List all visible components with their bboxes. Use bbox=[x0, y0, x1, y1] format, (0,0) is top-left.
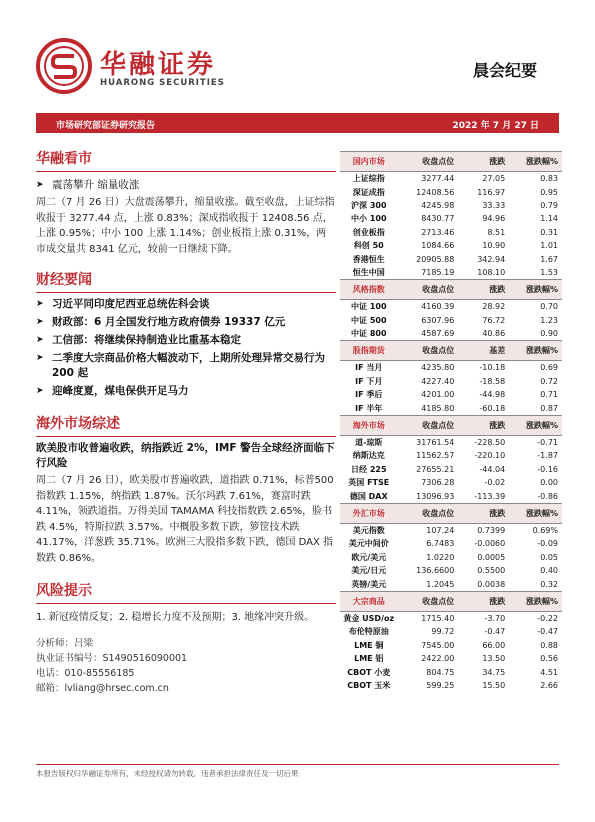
table-cell: 3277.44 bbox=[421, 174, 455, 184]
table-cell: 599.25 bbox=[426, 680, 455, 690]
table-row bbox=[340, 401, 562, 415]
row-label: 英镑/美元 bbox=[351, 579, 387, 589]
table-row bbox=[340, 388, 562, 401]
table-cell: 7545.00 bbox=[421, 640, 455, 650]
news-item: ➤ 财政部：6 月全国发行地方政府债券 19337 亿元 bbox=[36, 316, 286, 328]
row-label: 美元中间价 bbox=[348, 539, 389, 549]
table-cell: 0.90 bbox=[540, 329, 558, 339]
table-cell: 4201.00 bbox=[421, 390, 455, 400]
column-header: 外汇市场 bbox=[340, 503, 398, 523]
table-cell: 6307.96 bbox=[421, 315, 455, 325]
analyst-license: 执业证书编号：S1490516090001 bbox=[36, 652, 188, 664]
overseas-body: 周二（7 月 26 日），欧美股市普遍收跌，道指跌 0.71%，标普500指数跌 1.15%，纳指跌 1.87%。沃尔玛跌 7.61%，赛富时跌 4.11%，领跌道指。万得美国 TAMAMA 科技指数跌 2.65%，脸书跌 4.5%，特斯拉跌 3.57%。中概股多数下跌，箩筐技术跌 41.17%，洋葱跌 35.71%。欧洲三大股指多数下跌，德国 DAX 指数跌 0.86%。 bbox=[36, 475, 334, 564]
table-cell: 27.05 bbox=[482, 174, 506, 184]
market-view-bullet: ➤ 震荡攀升 缩量收涨 bbox=[36, 179, 140, 191]
table-cell: 33.33 bbox=[482, 200, 506, 210]
row-label: 恒生中国 bbox=[352, 267, 385, 277]
table-section-header bbox=[340, 503, 562, 523]
table-cell: 0.69% bbox=[532, 526, 558, 535]
table-cell: 8.51 bbox=[487, 227, 506, 237]
row-label: 欧元/美元 bbox=[351, 552, 387, 562]
table-cell: -228.50 bbox=[474, 438, 506, 448]
column-header: 收盘点位 bbox=[398, 341, 459, 361]
table-row bbox=[340, 449, 562, 462]
table-row bbox=[340, 327, 562, 341]
table-row bbox=[340, 564, 562, 577]
table-cell: 1.0220 bbox=[426, 552, 455, 562]
row-label: 深证成指 bbox=[352, 187, 385, 197]
table-cell: -0.02 bbox=[484, 478, 506, 488]
column-header: 大宗商品 bbox=[340, 591, 398, 611]
table-cell: 804.75 bbox=[426, 667, 455, 677]
column-header: 涨跌 bbox=[458, 280, 507, 300]
section-overseas-title: 海外市场综述 bbox=[36, 413, 336, 437]
table-section-header bbox=[340, 341, 562, 361]
table-row bbox=[340, 375, 562, 388]
table-cell: 0.79 bbox=[540, 200, 558, 210]
table-row bbox=[340, 611, 562, 625]
table-cell: -220.10 bbox=[474, 451, 506, 461]
table-cell: 1.01 bbox=[540, 241, 558, 251]
table-row bbox=[340, 266, 562, 280]
table-cell: -1.87 bbox=[537, 451, 558, 461]
footer-divider bbox=[36, 764, 559, 765]
table-cell: 15.50 bbox=[482, 680, 506, 690]
table-cell: -0.09 bbox=[537, 539, 558, 549]
finance-news-list bbox=[36, 297, 336, 399]
table-row bbox=[340, 185, 562, 198]
column-header: 国内市场 bbox=[340, 152, 398, 172]
row-label: IF 季后 bbox=[355, 390, 383, 400]
row-label: IF 当月 bbox=[355, 363, 383, 373]
table-cell: 0.87 bbox=[540, 403, 558, 413]
table-cell: 4185.80 bbox=[421, 403, 455, 413]
table-row bbox=[340, 361, 562, 375]
market-data-table bbox=[340, 151, 562, 692]
section-market-view-title: 华融看市 bbox=[36, 148, 336, 172]
table-row bbox=[340, 523, 562, 537]
table-cell: 0.32 bbox=[540, 579, 558, 589]
report-date: 2022 年 7 月 27 日 bbox=[452, 121, 539, 131]
brand-name-en: HUARONG SECURITIES bbox=[100, 78, 225, 88]
news-item: ➤ 工信部：将继续保持制造业比重基本稳定 bbox=[36, 334, 241, 346]
table-row bbox=[340, 239, 562, 252]
table-cell: 7306.28 bbox=[421, 478, 455, 488]
row-label: 美元指数 bbox=[352, 526, 385, 535]
arrow-bullet-icon: ➤ bbox=[36, 180, 44, 190]
column-header: 收盘点位 bbox=[398, 152, 459, 172]
column-header: 收盘点位 bbox=[398, 415, 459, 435]
column-header: 涨跌幅% bbox=[507, 415, 562, 435]
table-cell: 99.72 bbox=[431, 627, 455, 637]
column-header: 涨跌幅% bbox=[507, 152, 562, 172]
footer-disclaimer: 本报告版权归华融证券所有，未经授权请勿转载，违者承担法律责任及一切后果 bbox=[36, 769, 299, 778]
column-header: 涨跌幅% bbox=[507, 591, 562, 611]
table-cell: -18.58 bbox=[479, 376, 506, 386]
table-cell: -44.04 bbox=[479, 464, 506, 474]
table-cell: 31761.54 bbox=[416, 438, 455, 448]
table-row bbox=[340, 665, 562, 678]
table-cell: 116.97 bbox=[477, 187, 506, 197]
table-cell: 76.72 bbox=[482, 315, 506, 325]
document-type: 晨会纪要 bbox=[472, 61, 537, 80]
row-label: 科创 50 bbox=[353, 241, 384, 251]
row-label: LME 铝 bbox=[354, 654, 384, 664]
table-section-header bbox=[340, 591, 562, 611]
column-header: 涨跌幅% bbox=[507, 503, 562, 523]
row-label: CBOT 玉米 bbox=[347, 680, 391, 690]
table-cell: -0.86 bbox=[537, 491, 558, 501]
table-cell: 0.88 bbox=[540, 640, 558, 650]
table-cell: 20905.88 bbox=[416, 254, 455, 264]
table-cell: -60.18 bbox=[479, 403, 506, 413]
table-cell: 342.94 bbox=[477, 254, 506, 264]
table-cell: 0.95 bbox=[540, 187, 558, 197]
arrow-bullet-icon: ➤ bbox=[36, 299, 44, 309]
table-cell: 0.70 bbox=[540, 302, 558, 312]
table-cell: -44.98 bbox=[479, 390, 506, 400]
table-cell: 11562.57 bbox=[416, 451, 455, 461]
row-label: 创业板指 bbox=[352, 227, 385, 237]
row-label: 香港恒生 bbox=[352, 254, 385, 264]
table-row bbox=[340, 577, 562, 591]
analyst-phone: 电话：010-85556185 bbox=[36, 667, 135, 679]
table-cell: 1.53 bbox=[540, 267, 558, 277]
analyst-info bbox=[36, 636, 336, 696]
table-cell: -10.18 bbox=[479, 363, 506, 373]
table-cell: 4235.80 bbox=[421, 363, 455, 373]
report-banner bbox=[36, 113, 559, 133]
column-header: 基差 bbox=[458, 341, 507, 361]
table-cell: 1.23 bbox=[540, 315, 558, 325]
column-header: 涨跌 bbox=[458, 152, 507, 172]
row-label: 英国 FTSE bbox=[348, 478, 390, 488]
table-cell: 10.90 bbox=[482, 241, 506, 251]
column-header: 涨跌 bbox=[458, 591, 507, 611]
column-header: 收盘点位 bbox=[398, 503, 459, 523]
table-cell: 12408.56 bbox=[416, 187, 455, 197]
table-row bbox=[340, 476, 562, 489]
table-cell: -113.39 bbox=[474, 491, 506, 501]
market-view-body: 周二（7 月 26 日）大盘震荡攀升，缩量收涨。截至收盘，上证综指收报于 3277.44 点，上涨 0.83%；深成指收报于 12408.56 点，上涨 0.95%；中小 100 上涨 1.14%；创业板指上涨 0.31%，两市成交量共 8341 亿元，较前一日继续下降。 bbox=[36, 197, 335, 255]
column-header: 涨跌幅% bbox=[507, 341, 562, 361]
table-cell: 0.5500 bbox=[477, 566, 506, 576]
news-item: ➤ 习近平同印度尼西亚总统佐科会谈 bbox=[36, 298, 210, 310]
column-header: 收盘点位 bbox=[398, 280, 459, 300]
table-cell: 8430.77 bbox=[421, 214, 455, 224]
row-label: 中证 500 bbox=[351, 315, 387, 325]
row-label: 美元/日元 bbox=[351, 566, 387, 576]
row-label: 日经 225 bbox=[351, 464, 387, 474]
table-cell: 4587.69 bbox=[421, 329, 455, 339]
table-cell: 2713.46 bbox=[421, 227, 455, 237]
table-row bbox=[340, 625, 562, 638]
arrow-bullet-icon: ➤ bbox=[36, 386, 44, 396]
table-row bbox=[340, 489, 562, 503]
table-cell: 13.50 bbox=[482, 654, 506, 664]
table-row bbox=[340, 226, 562, 239]
market-data-column bbox=[340, 151, 562, 692]
table-cell: 4160.39 bbox=[421, 302, 455, 312]
table-cell: 94.96 bbox=[482, 214, 506, 224]
news-item: ➤ 迎峰度夏，煤电保供开足马力 bbox=[36, 385, 189, 397]
row-label: 德国 DAX bbox=[349, 491, 388, 501]
table-cell: 66.00 bbox=[482, 640, 506, 650]
table-cell: -0.47 bbox=[537, 627, 558, 637]
brand-name-cn: 华融证券 bbox=[100, 50, 217, 80]
table-section-header bbox=[340, 415, 562, 435]
table-cell: -0.16 bbox=[537, 464, 558, 474]
section-risk-title: 风险提示 bbox=[36, 580, 336, 604]
table-row bbox=[340, 551, 562, 564]
table-cell: 1.2045 bbox=[426, 579, 455, 589]
news-item: ➤ 二季度大宗商品价格大幅波动下，上期所处理异常交易行为 200 起 bbox=[36, 352, 325, 379]
table-cell: 4227.40 bbox=[421, 376, 455, 386]
table-cell: 1.14 bbox=[540, 214, 558, 224]
row-label: 中小 100 bbox=[351, 214, 387, 224]
table-cell: 2422.00 bbox=[421, 654, 455, 664]
table-cell: 7185.19 bbox=[421, 267, 455, 277]
table-row bbox=[340, 172, 562, 186]
analyst-name: 分析师：吕梁 bbox=[36, 637, 94, 649]
column-header: 涨跌幅% bbox=[507, 280, 562, 300]
table-row bbox=[340, 679, 562, 692]
table-row bbox=[340, 463, 562, 476]
table-cell: -0.0060 bbox=[474, 539, 506, 549]
table-cell: 0.0038 bbox=[477, 579, 506, 589]
table-cell: 28.92 bbox=[482, 302, 506, 312]
table-cell: 1084.66 bbox=[421, 241, 455, 251]
table-cell: 0.00 bbox=[540, 478, 558, 488]
arrow-bullet-icon: ➤ bbox=[36, 353, 44, 363]
column-header: 涨跌 bbox=[458, 415, 507, 435]
table-row bbox=[340, 300, 562, 314]
column-header: 风格指数 bbox=[340, 280, 398, 300]
table-cell: 0.69 bbox=[540, 363, 558, 373]
table-row bbox=[340, 212, 562, 225]
table-cell: 6.7483 bbox=[426, 539, 455, 549]
table-cell: 107.24 bbox=[426, 526, 455, 535]
table-cell: -0.22 bbox=[537, 613, 558, 623]
table-cell: 0.0005 bbox=[477, 552, 506, 562]
table-cell: 0.72 bbox=[540, 376, 558, 386]
row-label: LME 铜 bbox=[354, 640, 384, 650]
table-cell: 136.6600 bbox=[416, 566, 455, 576]
department-label: 市场研究部证券研究报告 bbox=[56, 121, 156, 131]
table-cell: 0.7399 bbox=[477, 526, 506, 535]
table-section-header bbox=[340, 280, 562, 300]
table-row bbox=[340, 537, 562, 550]
row-label: 沪深 300 bbox=[351, 200, 387, 210]
row-label: IF 半年 bbox=[355, 403, 383, 413]
table-cell: 40.86 bbox=[482, 329, 506, 339]
analyst-email[interactable]: 邮箱：lvliang@hrsec.com.cn bbox=[36, 682, 169, 694]
table-cell: -3.70 bbox=[484, 613, 506, 623]
table-row bbox=[340, 652, 562, 665]
table-cell: 27655.21 bbox=[416, 464, 455, 474]
column-header: 涨跌 bbox=[458, 503, 507, 523]
table-cell: 4.51 bbox=[540, 667, 558, 677]
table-cell: 0.56 bbox=[540, 654, 558, 664]
row-label: 布伦特原油 bbox=[348, 627, 389, 637]
table-row bbox=[340, 199, 562, 212]
row-label: 纳斯达克 bbox=[352, 451, 385, 461]
column-header: 海外市场 bbox=[340, 415, 398, 435]
row-label: 上证综指 bbox=[352, 174, 385, 184]
row-label: CBOT 小麦 bbox=[347, 667, 391, 677]
left-column bbox=[36, 148, 336, 696]
row-label: 黄金 USD/oz bbox=[343, 613, 395, 623]
table-row bbox=[340, 639, 562, 652]
table-cell: 1715.40 bbox=[421, 613, 455, 623]
table-section-header bbox=[340, 152, 562, 172]
table-cell: 0.05 bbox=[540, 552, 558, 562]
table-row bbox=[340, 435, 562, 449]
arrow-bullet-icon: ➤ bbox=[36, 317, 44, 327]
table-cell: 1.67 bbox=[540, 254, 558, 264]
table-cell: 0.31 bbox=[540, 227, 558, 237]
table-cell: -0.47 bbox=[484, 627, 506, 637]
table-cell: 0.40 bbox=[540, 566, 558, 576]
column-header: 收盘点位 bbox=[398, 591, 459, 611]
table-cell: 108.10 bbox=[477, 267, 506, 277]
section-finance-news-title: 财经要闻 bbox=[36, 269, 336, 293]
table-row bbox=[340, 314, 562, 327]
table-cell: -0.71 bbox=[537, 438, 558, 448]
row-label: 道-琼斯 bbox=[355, 438, 383, 448]
huarong-logo-icon bbox=[36, 38, 92, 94]
row-label: IF 下月 bbox=[355, 376, 383, 386]
table-cell: 0.83 bbox=[540, 174, 558, 184]
column-header: 股指期货 bbox=[340, 341, 398, 361]
table-cell: 13096.93 bbox=[416, 491, 455, 501]
row-label: 中证 100 bbox=[351, 302, 387, 312]
table-cell: 0.71 bbox=[540, 390, 558, 400]
row-label: 中证 800 bbox=[351, 329, 387, 339]
table-row bbox=[340, 252, 562, 265]
risk-body: 1. 新冠疫情反复；2. 稳增长力度不及预期；3. 地缘冲突升级。 bbox=[36, 612, 315, 623]
arrow-bullet-icon: ➤ bbox=[36, 335, 44, 345]
overseas-headline: 欧美股市收普遍收跌，纳指跌近 2%，IMF 警告全球经济面临下行风险 bbox=[36, 442, 335, 469]
table-cell: 34.75 bbox=[482, 667, 506, 677]
table-cell: 2.66 bbox=[540, 680, 558, 690]
table-cell: 4245.98 bbox=[421, 200, 455, 210]
